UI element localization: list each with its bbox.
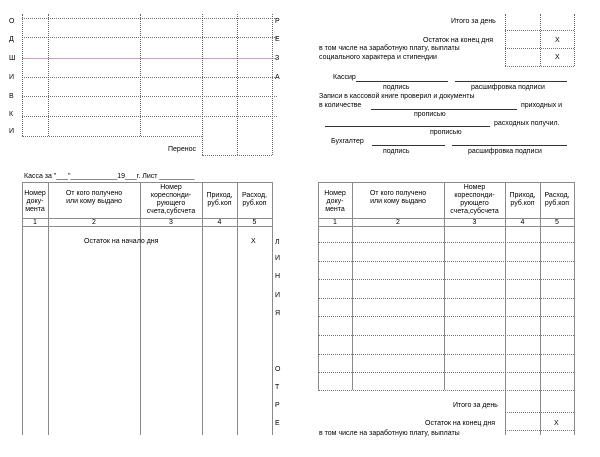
cut-letter: Ш [9, 55, 16, 62]
cut-letter: Е [275, 36, 280, 43]
col-header-account: Номер корeспонди- рующего счета,субсчета [146, 184, 196, 215]
ostatok-end-label: Остаток на конец дня [423, 37, 494, 44]
col-header-doc-number: Номер доку- мента [324, 190, 346, 213]
cut-letter: Л [275, 239, 280, 246]
perenos-label: Перенос [168, 146, 196, 153]
cut-letter: З [275, 55, 280, 62]
col-number: 5 [252, 219, 257, 226]
zp-label-2: социального характера и стипендии [319, 54, 437, 61]
propisyu-caption: прописью [430, 129, 462, 136]
col-number: 1 [333, 219, 337, 226]
podpis-caption: подпись [383, 148, 410, 155]
cut-letter: О [9, 18, 15, 25]
ostatok-start-label: Остаток на начало дня [84, 238, 159, 245]
x-mark: Х [554, 420, 559, 427]
col-number: 3 [169, 219, 173, 226]
podpis-caption: подпись [383, 84, 410, 91]
cut-letter: А [275, 74, 280, 81]
col-header-income: Приход, руб.коп [509, 192, 536, 207]
cut-letter: И [9, 74, 15, 81]
itogo-label: Итого за день [451, 18, 496, 25]
x-mark: Х [555, 54, 560, 61]
cut-letter: Р [275, 18, 280, 25]
propisyu-caption: прописью [414, 111, 446, 118]
cut-letter: Е [275, 420, 280, 427]
cut-letter: К [9, 111, 14, 118]
cut-letter: И [275, 292, 281, 299]
cut-letter: И [275, 255, 281, 262]
col-number: 4 [520, 219, 525, 226]
col-header-expense: Расход, руб.коп [544, 192, 570, 207]
col-number: 2 [396, 219, 400, 226]
buhgalter-label: Бухгалтер [331, 138, 364, 145]
cut-letter: Д [9, 36, 14, 43]
cut-letter: Т [275, 384, 280, 391]
col-number: 1 [33, 219, 37, 226]
col-number: 2 [92, 219, 96, 226]
cut-letter: И [9, 128, 15, 135]
kassa-header: Касса за "___"____________19___г. Лист _________ [24, 173, 195, 180]
x-mark: Х [251, 238, 256, 245]
col-header-doc-number: Номер доку- мента [24, 190, 46, 213]
cut-letter: Н [275, 273, 281, 280]
rasshifrovka-caption: расшифровка подписи [471, 84, 545, 91]
ostatok-end-label: Остаток на конец дня [425, 420, 496, 427]
rasshifrovka-caption: расшифровка подписи [468, 148, 542, 155]
col-header-account: Номер кореспонди- рующего счета,субсчета [450, 184, 499, 215]
col-header-income: Приход, руб.коп [206, 192, 233, 207]
v-kolichestve-label: в количестве [319, 102, 362, 109]
zp-label-1: в том числе на заработную плату, выплаты [319, 45, 460, 52]
col-number: 4 [217, 219, 222, 226]
col-header-expense: Расход, руб.коп [241, 192, 268, 207]
cut-letter: Я [275, 310, 281, 317]
col-header-from-whom: От кого получено или кому выдано [369, 190, 427, 205]
zp-label: в том числе на заработную плату, выплаты [319, 430, 460, 437]
col-header-from-whom: От кого получено или кому выдано [65, 190, 123, 205]
cut-letter: Р [275, 402, 280, 409]
cut-letter: О [275, 366, 281, 373]
col-number: 3 [472, 219, 477, 226]
prihodnyh-label: приходных и [521, 102, 563, 109]
kassir-label: Кассир [333, 74, 356, 81]
x-mark: Х [555, 37, 560, 44]
zapisi-label: Записи в кассовой книге проверил и документы [319, 93, 475, 100]
cut-letter: В [9, 93, 14, 100]
rashodnyh-label: расходных получил. [494, 120, 560, 127]
itogo-label: Итого за день [453, 402, 498, 409]
col-number: 5 [555, 219, 559, 226]
